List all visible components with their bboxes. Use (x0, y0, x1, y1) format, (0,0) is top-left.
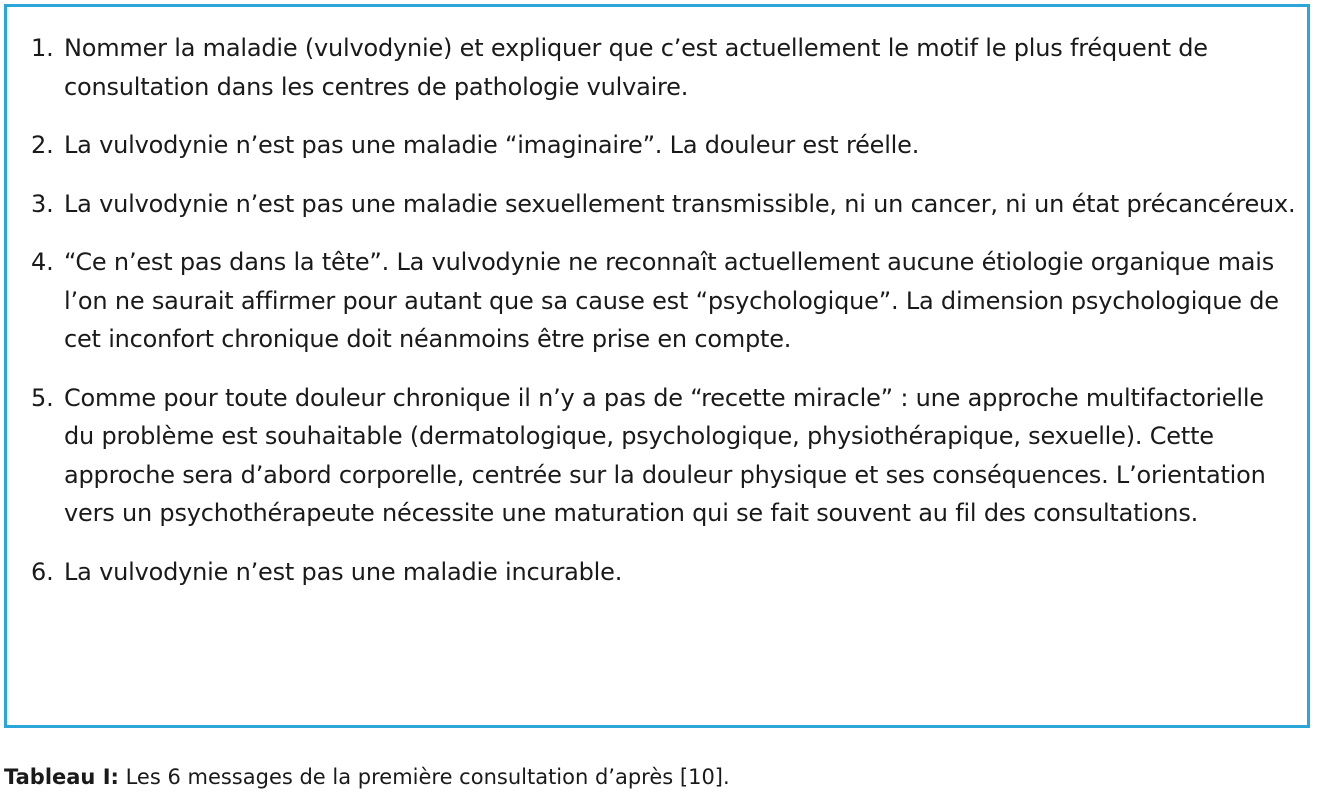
item-text: Comme pour toute douleur chronique il n’y a pas de “recette miracle” : une approche multifactorielle du problème est souhaitable (dermatologique, psychologique, physiothérapique, sexuelle). Cette approche sera d’abord corporelle, centrée sur la douleur physique et ses conséquences. L’orientation vers un psychothérapeute nécessite une maturation qui se fait souvent au fil des consultations. (64, 383, 1266, 527)
item-text: Nommer la maladie (vulvodynie) et expliquer que c’est actuellement le motif le plus fréquent de consultation dans les centres de pathologie vulvaire. (64, 34, 1208, 101)
item-number: 3. (31, 189, 54, 218)
item-number: 6. (31, 557, 54, 586)
table-caption (4, 762, 730, 792)
item-number: 5. (31, 383, 54, 412)
table-box (4, 4, 1310, 728)
list-item (31, 243, 1301, 359)
list-item (31, 379, 1301, 533)
caption-text: Les 6 messages de la première consultation d’après [10]. (118, 765, 730, 789)
item-text: “Ce n’est pas dans la tête”. La vulvodynie ne reconnaît actuellement aucune étiologie organique mais l’on ne saurait affirmer pour autant que sa cause est “psychologique”. La dimension psychologique de cet inconfort chronique doit néanmoins être prise en compte. (64, 248, 1279, 353)
item-text: La vulvodynie n’est pas une maladie incurable. (64, 557, 623, 586)
caption-label: Tableau I: (4, 765, 119, 789)
item-number: 4. (31, 248, 54, 276)
item-text: La vulvodynie n’est pas une maladie “imaginaire”. La douleur est réelle. (64, 131, 920, 159)
item-number: 1. (31, 34, 54, 62)
list-item (31, 553, 1301, 592)
item-text: La vulvodynie n’est pas une maladie sexuellement transmissible, ni un cancer, ni un état précancéreux. (64, 189, 1296, 218)
list-item (31, 185, 1301, 224)
message-list (31, 29, 1301, 611)
list-item (31, 126, 1301, 165)
item-number: 2. (31, 131, 54, 159)
list-item (31, 29, 1301, 106)
